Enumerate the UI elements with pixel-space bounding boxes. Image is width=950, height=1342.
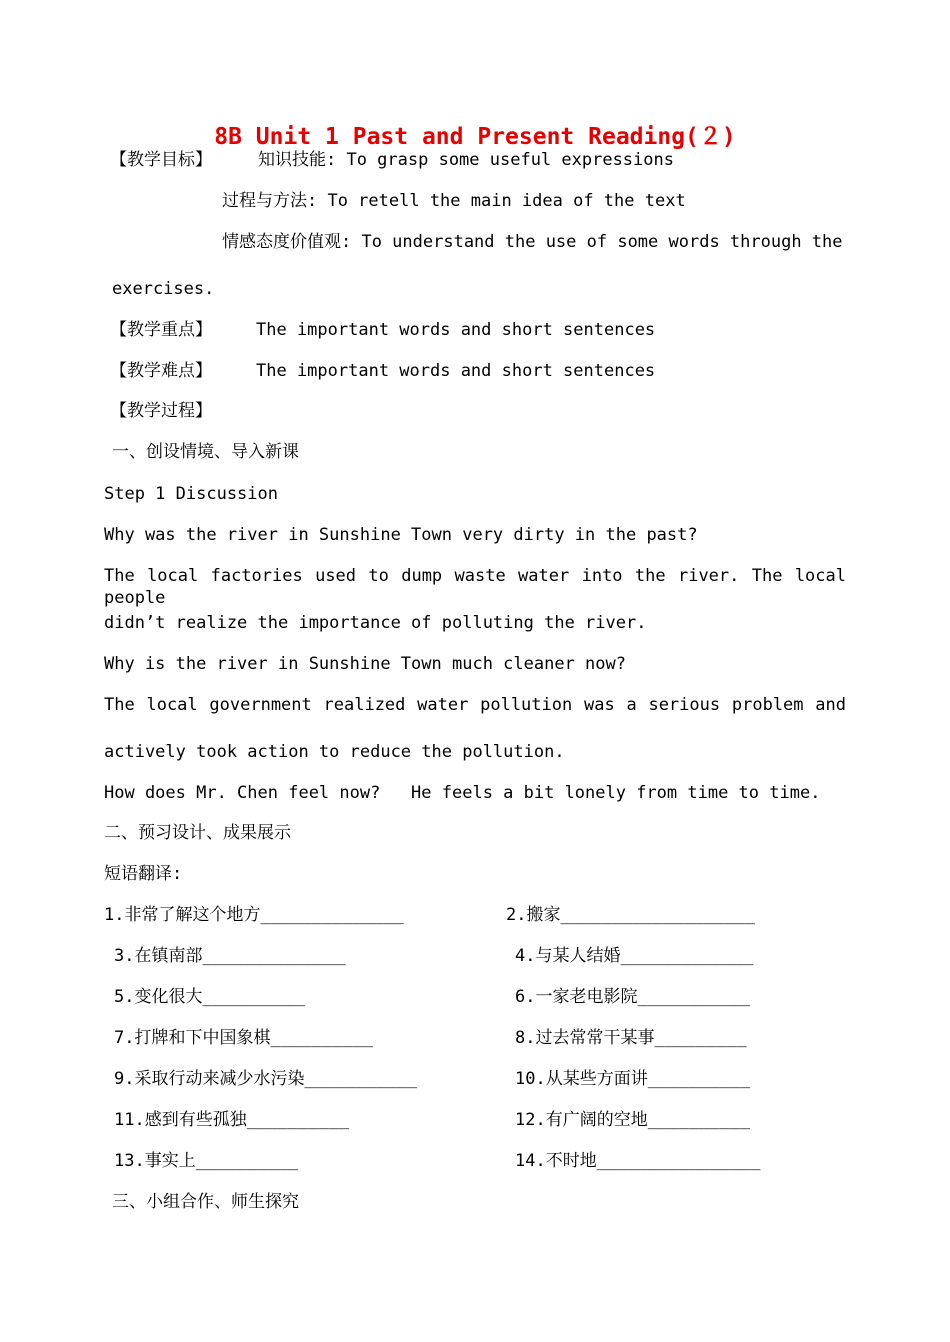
key-points-label: 【教学重点】 — [110, 320, 212, 340]
exercise-item: 5.变化很大__________ — [114, 987, 305, 1007]
question-1: Why was the river in Sunshine Town very dirty in the past? — [104, 525, 698, 545]
objectives-label: 【教学目标】 — [110, 150, 212, 170]
key-points-text: The important words and short sentences — [256, 320, 656, 340]
section2-heading: 二、预习设计、成果展示 — [104, 823, 291, 843]
question-2: Why is the river in Sunshine Town much cleaner now? — [104, 654, 626, 674]
section2-subheading: 短语翻译: — [104, 864, 183, 884]
answer-1-line-2: didn’t realize the importance of polluting the river. — [104, 613, 647, 633]
exercise-item: 6.一家老电影院___________ — [515, 987, 751, 1007]
exercise-item: 11.感到有些孤独__________ — [114, 1110, 350, 1130]
exercise-item: 3.在镇南部______________ — [114, 946, 346, 966]
difficulties-text: The important words and short sentences — [256, 361, 656, 381]
exercise-item: 14.不时地________________ — [515, 1151, 761, 1171]
exercise-item: 1.非常了解这个地方______________ — [104, 905, 404, 925]
exercise-item: 4.与某人结婚_____________ — [515, 946, 754, 966]
exercise-item: 2.搬家___________________ — [506, 905, 755, 925]
exercise-item: 8.过去常常干某事_________ — [515, 1028, 747, 1048]
question-3-with-answer: How does Mr. Chen feel now? He feels a bit lonely from time to time. — [104, 783, 821, 803]
exercise-item: 7.打牌和下中国象棋__________ — [114, 1028, 373, 1048]
exercise-item: 13.事实上__________ — [114, 1151, 299, 1171]
exercise-item: 9.采取行动来减少水污染___________ — [114, 1069, 418, 1089]
objective-knowledge: 知识技能: To grasp some useful expressions — [258, 150, 674, 170]
section1-heading: 一、创设情境、导入新课 — [112, 442, 299, 462]
objective-emotion: 情感态度价值观: To understand the use of some words through the — [222, 232, 843, 252]
procedure-label: 【教学过程】 — [110, 401, 212, 421]
exercise-item: 12.有广阔的空地__________ — [515, 1110, 751, 1130]
document-title: 8B Unit 1 Past and Present Reading(２) — [214, 124, 736, 150]
exercise-item: 10.从某些方面讲__________ — [515, 1069, 751, 1089]
objective-emotion-continued: exercises. — [112, 279, 215, 299]
step-title: Step 1 Discussion — [104, 484, 278, 504]
objective-process: 过程与方法: To retell the main idea of the text — [222, 191, 686, 211]
answer-1-line-1: The local factories used to dump waste water into the river. The local people — [104, 566, 846, 608]
section3-heading: 三、小组合作、师生探究 — [112, 1192, 299, 1212]
difficulties-label: 【教学难点】 — [110, 361, 212, 381]
answer-2-line-2: actively took action to reduce the pollution. — [104, 742, 565, 762]
answer-2-line-1: The local government realized water pollution was a serious problem and — [104, 695, 846, 715]
